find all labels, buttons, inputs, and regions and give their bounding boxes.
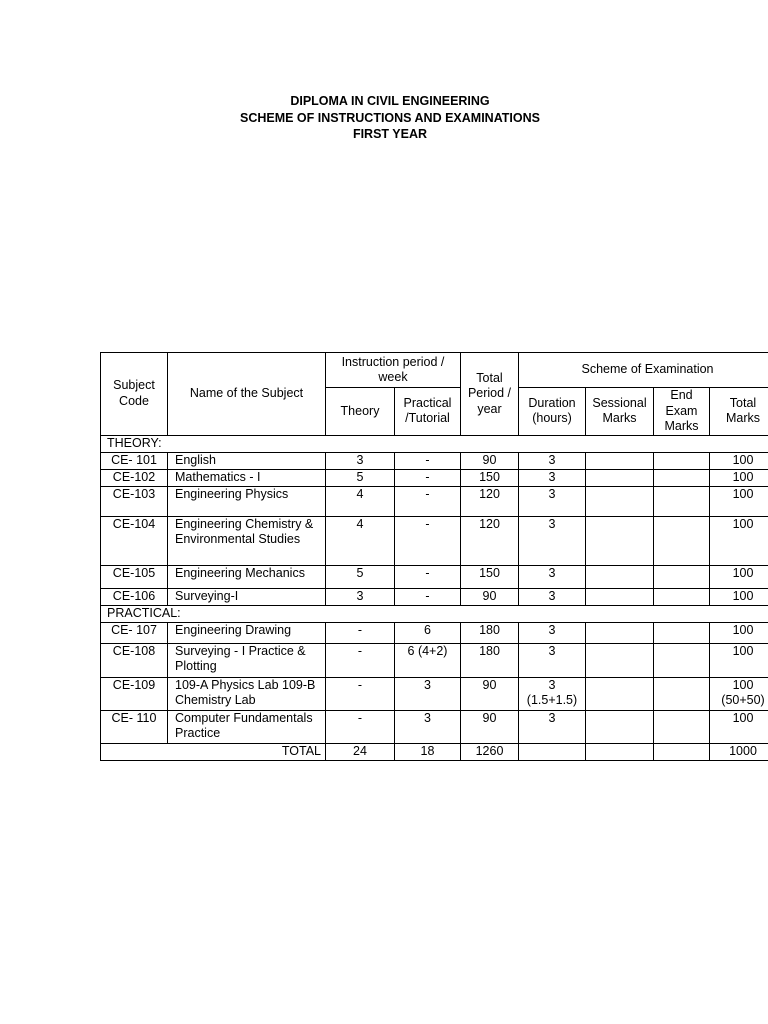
total-period-cell: 120 [461, 486, 519, 516]
subject-code-cell: CE-106 [101, 588, 168, 605]
subject-name-cell: Surveying-I [168, 588, 326, 605]
end-exam-marks-cell [654, 588, 710, 605]
header-duration: Duration (hours) [519, 388, 586, 436]
total-period-cell: 90 [461, 677, 519, 710]
subject-name-cell: Engineering Mechanics [168, 565, 326, 588]
theory-periods-cell: - [326, 677, 395, 710]
practical-periods-cell: 6 (4+2) [395, 643, 461, 677]
duration-cell: 3 [519, 469, 586, 486]
scheme-table [100, 352, 768, 761]
total-period-cell: 90 [461, 452, 519, 469]
total-marks-cell: 100 [710, 469, 768, 486]
sessional-marks-cell [586, 710, 654, 743]
total-period: 1260 [461, 743, 519, 760]
subject-code-cell: CE-103 [101, 486, 168, 516]
sessional-marks-cell [586, 677, 654, 710]
end-exam-marks-cell [654, 565, 710, 588]
subject-code-cell: CE- 101 [101, 452, 168, 469]
total-marks: 1000 [710, 743, 768, 760]
total-label: TOTAL [101, 743, 326, 760]
total-marks-cell: 100 [710, 452, 768, 469]
subject-name-cell: Engineering Drawing [168, 622, 326, 643]
document-subtitle: SCHEME OF INSTRUCTIONS AND EXAMINATIONS [239, 110, 540, 125]
theory-periods-cell: 4 [326, 516, 395, 565]
scheme-table-container [100, 352, 768, 770]
subject-code-cell: CE- 107 [101, 622, 168, 643]
sessional-marks-cell [586, 622, 654, 643]
total-period-cell: 120 [461, 516, 519, 565]
practical-periods-cell: - [395, 516, 461, 565]
subject-code-cell: CE-102 [101, 469, 168, 486]
subject-code-cell: CE- 110 [101, 710, 168, 743]
total-period-cell: 90 [461, 710, 519, 743]
total-marks-cell: 100 [710, 643, 768, 677]
table-row [101, 452, 768, 469]
theory-periods-cell: 5 [326, 469, 395, 486]
end-exam-marks-cell [654, 643, 710, 677]
duration-cell: 3 [519, 452, 586, 469]
theory-periods-cell: - [326, 643, 395, 677]
theory-periods-cell: 4 [326, 486, 395, 516]
practical-periods-cell: - [395, 469, 461, 486]
sessional-marks-cell [586, 565, 654, 588]
total-period-cell: 150 [461, 469, 519, 486]
duration-cell: 3 [519, 588, 586, 605]
total-period-cell: 150 [461, 565, 519, 588]
subject-name-cell: 109-A Physics Lab 109-B Chemistry Lab [168, 677, 326, 710]
duration-cell: 3 [519, 486, 586, 516]
sessional-marks-cell [586, 486, 654, 516]
duration-cell: 3 [519, 643, 586, 677]
subject-code-cell: CE-105 [101, 565, 168, 588]
subject-name-cell: Engineering Physics [168, 486, 326, 516]
header-scheme-of-examination: Scheme of Examination [519, 353, 768, 388]
theory-periods-cell: - [326, 622, 395, 643]
end-exam-marks-cell [654, 452, 710, 469]
practical-periods-cell: 3 [395, 677, 461, 710]
practical-periods-cell: 6 [395, 622, 461, 643]
subject-name-cell: Engineering Chemistry & Environmental Studies [168, 516, 326, 565]
total-row [101, 743, 768, 760]
total-period-cell: 90 [461, 588, 519, 605]
sessional-marks-cell [586, 643, 654, 677]
table-row [101, 486, 768, 516]
theory-periods-cell: - [326, 710, 395, 743]
document-title: DIPLOMA IN CIVIL ENGINEERING [290, 94, 490, 108]
header-total-marks: Total Marks [710, 388, 768, 436]
duration-cell: 3 [519, 516, 586, 565]
table-row [101, 516, 768, 565]
header-practical: Practical /Tutorial [395, 388, 461, 436]
header-instruction-period: Instruction period / week [326, 353, 461, 388]
practical-periods-cell: - [395, 452, 461, 469]
table-row [101, 710, 768, 743]
theory-periods-cell: 3 [326, 452, 395, 469]
subject-name-cell: Computer Fundamentals Practice [168, 710, 326, 743]
header-end-exam: End Exam Marks [654, 388, 710, 436]
header-sessional: Sessional Marks [586, 388, 654, 436]
sessional-marks-cell [586, 469, 654, 486]
subject-code-cell: CE-104 [101, 516, 168, 565]
duration-cell: 3 [519, 565, 586, 588]
end-exam-marks-cell [654, 677, 710, 710]
duration-cell: 3 (1.5+1.5) [519, 677, 586, 710]
total-marks-cell: 100 [710, 622, 768, 643]
practical-periods-cell: 3 [395, 710, 461, 743]
sessional-marks-cell [586, 452, 654, 469]
total-marks-cell: 100 [710, 486, 768, 516]
section-label-practical: PRACTICAL: [101, 605, 768, 622]
total-marks-cell: 100 [710, 565, 768, 588]
header-subject-name: Name of the Subject [168, 353, 326, 436]
total-period-cell: 180 [461, 622, 519, 643]
end-exam-marks-cell [654, 622, 710, 643]
practical-periods-cell: - [395, 588, 461, 605]
total-period-cell: 180 [461, 643, 519, 677]
subject-name-cell: Mathematics - I [168, 469, 326, 486]
header-subject-code: Subject Code [101, 353, 168, 436]
section-label-theory: THEORY: [101, 435, 768, 452]
end-exam-marks-cell [654, 469, 710, 486]
table-row [101, 588, 768, 605]
section-row-practical [101, 605, 768, 622]
total-marks-cell: 100 [710, 710, 768, 743]
duration-cell: 3 [519, 622, 586, 643]
end-exam-marks-cell [654, 516, 710, 565]
subject-code-cell: CE-109 [101, 677, 168, 710]
subject-code-cell: CE-108 [101, 643, 168, 677]
table-row [101, 677, 768, 710]
table-row [101, 643, 768, 677]
theory-periods-cell: 5 [326, 565, 395, 588]
theory-periods-cell: 3 [326, 588, 395, 605]
document-title-block [0, 93, 768, 143]
table-row [101, 469, 768, 486]
duration-cell: 3 [519, 710, 586, 743]
end-exam-marks-cell [654, 486, 710, 516]
total-end-exam [654, 743, 710, 760]
practical-periods-cell: - [395, 565, 461, 588]
subject-name-cell: English [168, 452, 326, 469]
total-marks-cell: 100 (50+50) [710, 677, 768, 710]
document-year-label: FIRST YEAR [352, 127, 428, 141]
total-marks-cell: 100 [710, 588, 768, 605]
total-practical: 18 [395, 743, 461, 760]
section-row-theory [101, 435, 768, 452]
sessional-marks-cell [586, 588, 654, 605]
total-marks-cell: 100 [710, 516, 768, 565]
table-row [101, 565, 768, 588]
total-duration [519, 743, 586, 760]
total-theory: 24 [326, 743, 395, 760]
sessional-marks-cell [586, 516, 654, 565]
total-sessional [586, 743, 654, 760]
table-row [101, 622, 768, 643]
header-row-top [101, 353, 768, 388]
end-exam-marks-cell [654, 710, 710, 743]
subject-name-cell: Surveying - I Practice & Plotting [168, 643, 326, 677]
header-theory: Theory [326, 388, 395, 436]
practical-periods-cell: - [395, 486, 461, 516]
header-total-period: Total Period / year [461, 353, 519, 436]
